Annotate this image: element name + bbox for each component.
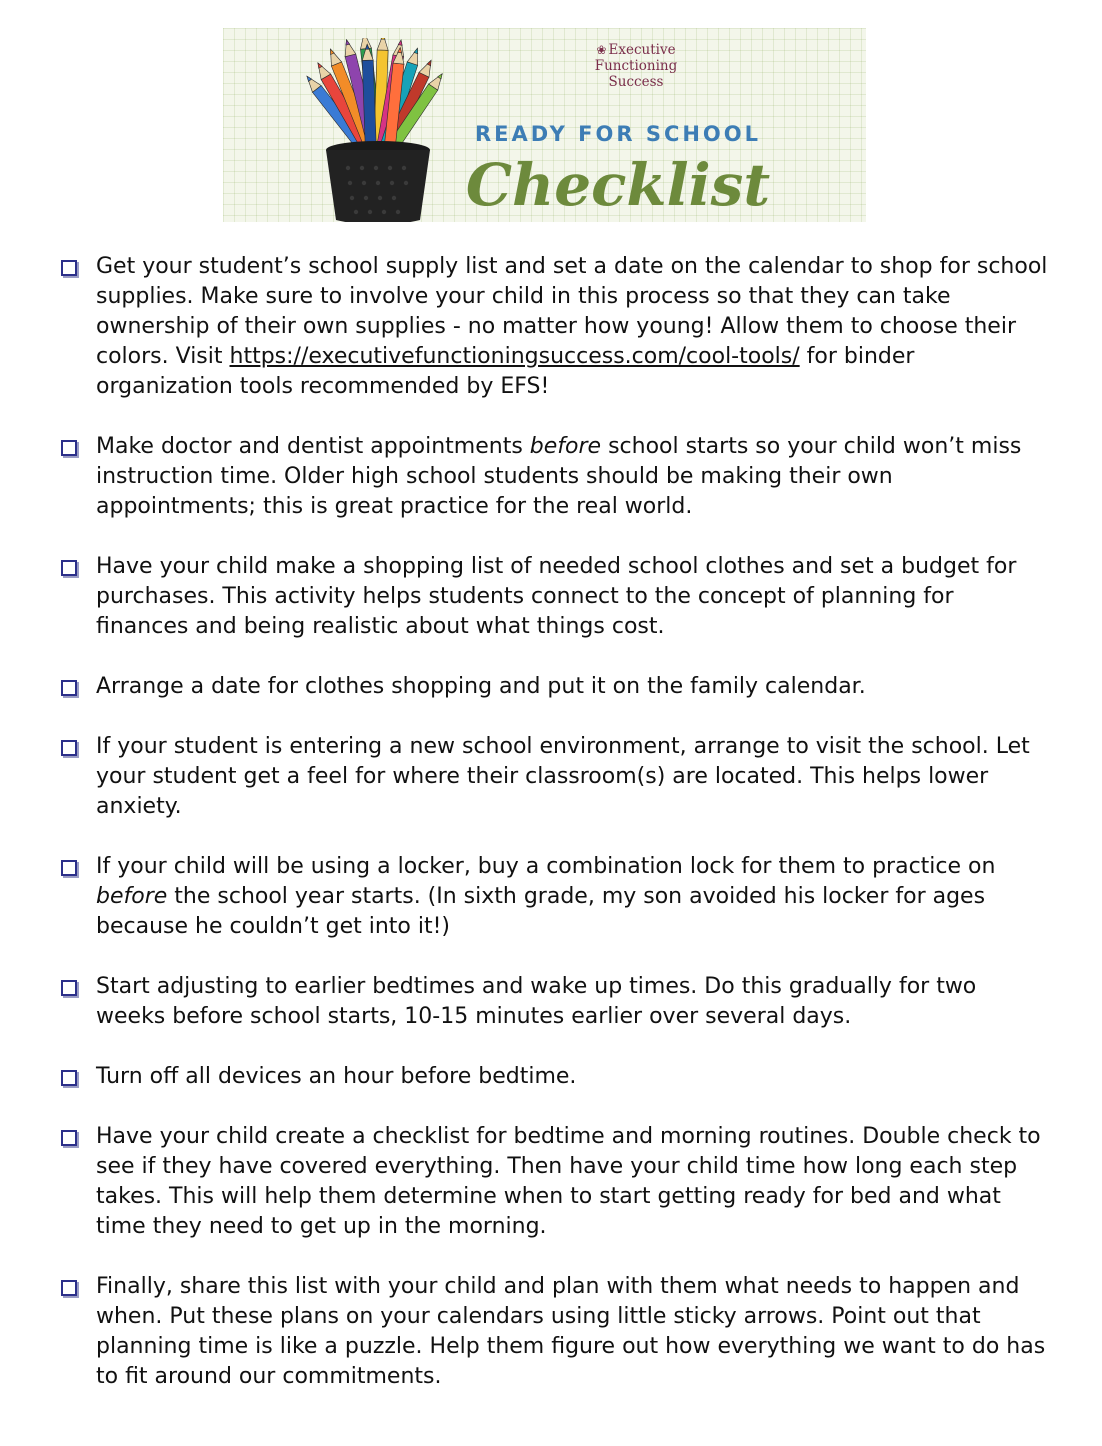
checklist-item bbox=[60, 252, 1050, 402]
item-emphasis: before bbox=[529, 434, 602, 459]
checklist-item bbox=[60, 972, 1050, 1032]
checkbox[interactable] bbox=[61, 740, 77, 756]
page-title: Checklist bbox=[465, 151, 771, 219]
item-text: Have your child create a checklist for bedtime and morning routines. Double check to see if they have covered everything. Then have your child time how long each step takes. This will help them determine when to start getting ready for bed and what time they need to get up in the morning. bbox=[96, 1124, 1041, 1239]
checkbox[interactable] bbox=[61, 1280, 77, 1296]
item-text: for binder organization tools recommended by EFS! bbox=[96, 344, 915, 399]
checklist-item bbox=[60, 672, 1050, 702]
item-text: Turn off all devices an hour before bedtime. bbox=[96, 1064, 577, 1089]
header-banner bbox=[223, 28, 866, 222]
brand-name-top: Executive bbox=[608, 42, 676, 58]
brand-swirl-icon: ❀ bbox=[596, 43, 607, 57]
checkbox[interactable] bbox=[61, 980, 77, 996]
cool-tools-link[interactable]: https://executivefunctioningsuccess.com/cool-tools/ bbox=[229, 344, 800, 369]
item-text: If your student is entering a new school environment, arrange to visit the school. Let your student get a feel for where their classroom(s) are located. This helps lower anxiety. bbox=[96, 734, 1030, 819]
checkbox[interactable] bbox=[61, 860, 77, 876]
checkbox[interactable] bbox=[61, 1130, 77, 1146]
item-emphasis: before bbox=[96, 884, 168, 909]
brand-logo bbox=[566, 42, 706, 90]
item-text: Start adjusting to earlier bedtimes and wake up times. Do this gradually for two weeks before school starts, 10-15 minutes earlier over several days. bbox=[96, 974, 977, 1029]
checklist bbox=[60, 252, 1050, 1422]
item-text: Arrange a date for clothes shopping and put it on the family calendar. bbox=[96, 674, 866, 699]
checkbox[interactable] bbox=[61, 440, 77, 456]
checkbox[interactable] bbox=[61, 260, 77, 276]
checklist-item bbox=[60, 1062, 1050, 1092]
brand-line-1 bbox=[566, 42, 706, 58]
checklist-item bbox=[60, 1122, 1050, 1242]
checklist-item bbox=[60, 432, 1050, 522]
item-text: Get your student’s school supply list and set a date on the calendar to shop for school supplies. Make sure to involve your child in this process so that they can take ownership of their own supplies - no matter how young! Allow them to choose their colors. Visit bbox=[96, 254, 1048, 369]
checkbox[interactable] bbox=[61, 1070, 77, 1086]
item-text: the school year starts. (In sixth grade, my son avoided his locker for ages because he couldn’t get into it!) bbox=[96, 884, 986, 939]
item-text: Finally, share this list with your child and plan with them what needs to happen and when. Put these plans on your calendars using little sticky arrows. Point out that planning time is like a puzzle. Help them figure out how everything we want to do has to fit around our commitments. bbox=[96, 1274, 1046, 1389]
checkbox[interactable] bbox=[61, 680, 77, 696]
brand-line-2: Functioning Success bbox=[594, 58, 678, 90]
item-text: school starts so your child won’t miss instruction time. Older high school students should be making their own appointments; this is great practice for the real world. bbox=[96, 434, 1022, 519]
checklist-item bbox=[60, 552, 1050, 642]
banner-kicker: READY FOR SCHOOL bbox=[474, 122, 762, 146]
pencil-cup-icon bbox=[278, 38, 478, 222]
checkbox[interactable] bbox=[61, 560, 77, 576]
item-text: Make doctor and dentist appointments bbox=[96, 434, 530, 459]
checklist-item bbox=[60, 732, 1050, 822]
checklist-item bbox=[60, 852, 1050, 942]
item-text: Have your child make a shopping list of needed school clothes and set a budget for purchases. This activity helps students connect to the concept of planning for finances and being realistic about what things cost. bbox=[96, 554, 1017, 639]
checklist-item bbox=[60, 1272, 1050, 1392]
item-text: If your child will be using a locker, buy a combination lock for them to practice on bbox=[96, 854, 996, 879]
